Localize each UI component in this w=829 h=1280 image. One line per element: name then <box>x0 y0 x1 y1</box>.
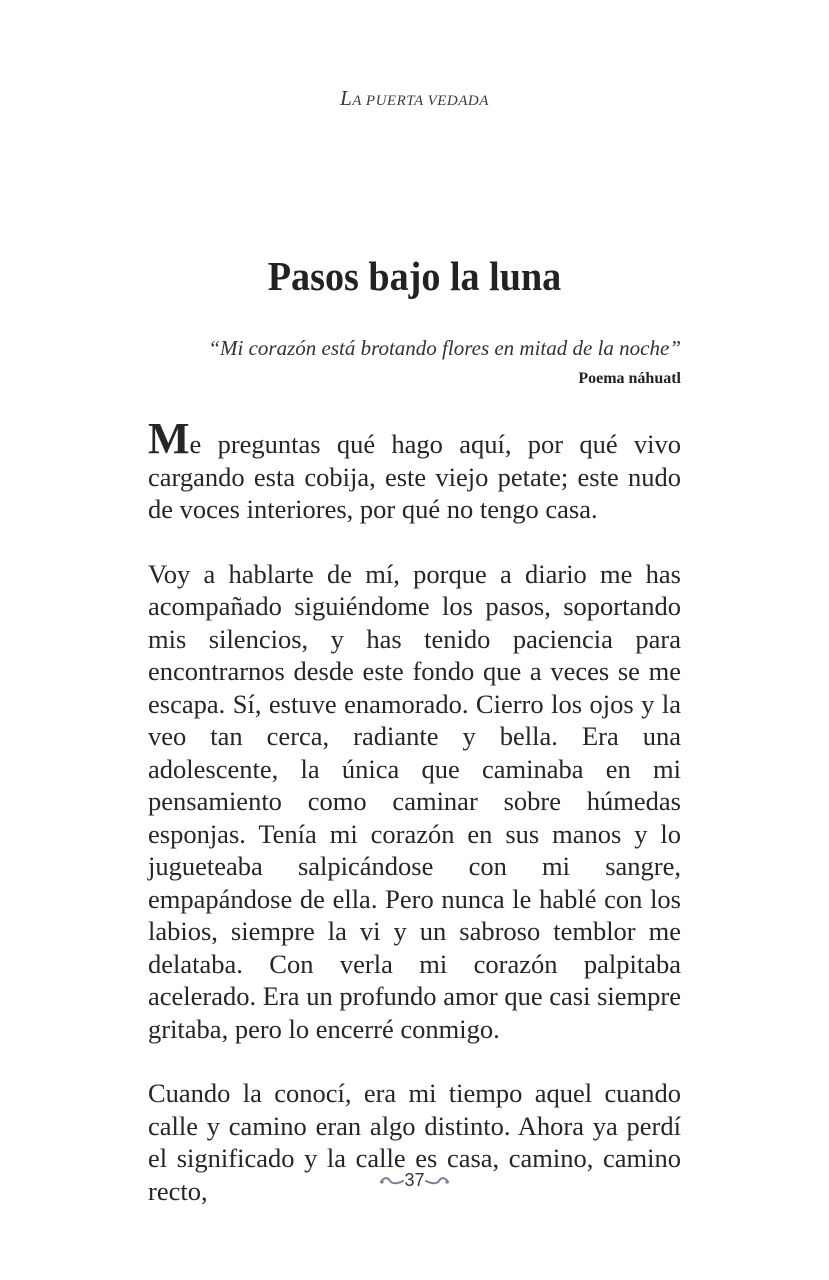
page-number: 37 <box>404 1170 425 1190</box>
paragraph-2: Voy a hablarte de mí, porque a diario me has acompañado siguiéndome los pasos, soportando mis silencios, y has tenido paciencia para encontrarnos desde este fondo que a veces se me escapa. Sí, estuve enamorado. Cierro los ojos y la veo tan cerca, radiante y bella. Era una adolescente, la única que caminaba en mi pensamiento como caminar sobre húmedas esponjas. Tenía mi corazón en sus manos y lo jugueteaba salpicándose con mi sangre, empapándose de ella. Pero nunca le hablé con los labios, siempre la vi y un sabroso temblor me delataba. Con verla mi corazón palpitaba acelerado. Era un profundo amor que casi siempre gritaba, pero lo encerré conmigo. <box>148 558 681 1044</box>
paragraph-3: Cuando la conocí, era mi tiempo aquel cuando calle y camino eran algo distinto. Ahora ya perdí el significado y la calle es casa, camino, camino recto, <box>148 1078 681 1206</box>
body-text <box>148 414 681 1239</box>
chapter-title: Pasos bajo la luna <box>267 253 562 299</box>
epigraph-quote: “Mi corazón está brotando flores en mitad de la noche” <box>208 336 681 360</box>
running-head-text: A PUERTA VEDADA <box>352 93 489 109</box>
drop-cap: M <box>148 414 190 463</box>
paragraph-1 <box>148 414 681 526</box>
left-swash-ornament-icon <box>380 1176 404 1186</box>
right-swash-ornament-icon <box>425 1176 449 1186</box>
running-head <box>0 86 829 111</box>
paragraph-1-text: e preguntas qué hago aquí, por qué vivo cargando esta cobija, este viejo petate; este nudo de voces interiores, por qué no tengo casa. <box>148 429 681 524</box>
epigraph-source: Poema náhuatl <box>578 370 681 387</box>
running-head-initial: L <box>340 86 353 110</box>
page-folio <box>0 1170 829 1191</box>
